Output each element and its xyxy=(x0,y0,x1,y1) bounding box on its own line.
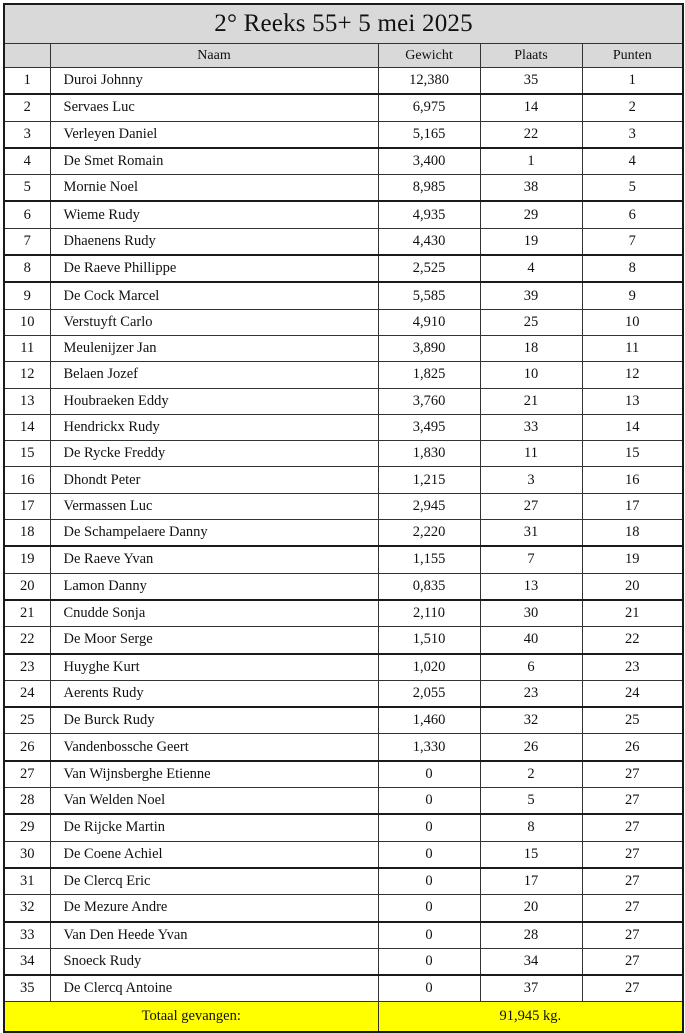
column-header-nr xyxy=(4,44,50,68)
table-row xyxy=(4,948,683,975)
cell-nr: 3 xyxy=(4,121,50,148)
cell-place: 37 xyxy=(480,975,582,1002)
cell-name: Vermassen Luc xyxy=(50,493,378,519)
cell-name: Verstuyft Carlo xyxy=(50,309,378,335)
cell-points: 23 xyxy=(582,654,683,681)
cell-place: 3 xyxy=(480,467,582,493)
cell-points: 27 xyxy=(582,814,683,841)
cell-place: 13 xyxy=(480,573,582,600)
cell-nr: 27 xyxy=(4,761,50,788)
cell-place: 17 xyxy=(480,868,582,895)
cell-points: 27 xyxy=(582,948,683,975)
cell-weight: 1,460 xyxy=(378,707,480,734)
cell-nr: 4 xyxy=(4,148,50,175)
table-row xyxy=(4,600,683,627)
cell-name: De Mezure Andre xyxy=(50,895,378,922)
cell-weight: 1,830 xyxy=(378,441,480,467)
cell-name: Houbraeken Eddy xyxy=(50,388,378,414)
table-row xyxy=(4,895,683,922)
cell-weight: 2,945 xyxy=(378,493,480,519)
cell-name: Dhondt Peter xyxy=(50,467,378,493)
table-row xyxy=(4,841,683,868)
cell-place: 40 xyxy=(480,627,582,654)
table-row xyxy=(4,228,683,255)
cell-points: 27 xyxy=(582,895,683,922)
cell-place: 4 xyxy=(480,255,582,282)
cell-name: De Schampelaere Danny xyxy=(50,520,378,547)
cell-name: Cnudde Sonja xyxy=(50,600,378,627)
cell-nr: 12 xyxy=(4,362,50,388)
cell-weight: 1,215 xyxy=(378,467,480,493)
table-row xyxy=(4,761,683,788)
cell-points: 16 xyxy=(582,467,683,493)
cell-name: Aerents Rudy xyxy=(50,680,378,707)
table-row xyxy=(4,627,683,654)
cell-points: 17 xyxy=(582,493,683,519)
cell-place: 39 xyxy=(480,282,582,309)
cell-name: De Coene Achiel xyxy=(50,841,378,868)
cell-points: 14 xyxy=(582,414,683,440)
cell-place: 27 xyxy=(480,493,582,519)
cell-name: De Raeve Yvan xyxy=(50,546,378,573)
table-row xyxy=(4,175,683,202)
cell-place: 15 xyxy=(480,841,582,868)
table-row xyxy=(4,255,683,282)
cell-points: 6 xyxy=(582,201,683,228)
table-row xyxy=(4,707,683,734)
cell-place: 19 xyxy=(480,228,582,255)
cell-weight: 3,495 xyxy=(378,414,480,440)
cell-nr: 28 xyxy=(4,788,50,815)
column-header-weight: Gewicht xyxy=(378,44,480,68)
cell-points: 20 xyxy=(582,573,683,600)
cell-place: 28 xyxy=(480,922,582,949)
cell-nr: 17 xyxy=(4,493,50,519)
cell-name: Van Wijnsberghe Etienne xyxy=(50,761,378,788)
total-value: 91,945 kg. xyxy=(378,1002,683,1033)
cell-nr: 11 xyxy=(4,335,50,361)
table-row xyxy=(4,94,683,121)
cell-name: Huyghe Kurt xyxy=(50,654,378,681)
table-row xyxy=(4,68,683,95)
cell-name: Mornie Noel xyxy=(50,175,378,202)
cell-weight: 5,165 xyxy=(378,121,480,148)
table-row xyxy=(4,335,683,361)
cell-weight: 0 xyxy=(378,895,480,922)
table-row xyxy=(4,388,683,414)
cell-weight: 0 xyxy=(378,975,480,1002)
cell-name: De Burck Rudy xyxy=(50,707,378,734)
cell-points: 5 xyxy=(582,175,683,202)
table-row xyxy=(4,788,683,815)
cell-points: 13 xyxy=(582,388,683,414)
cell-nr: 15 xyxy=(4,441,50,467)
table-row xyxy=(4,814,683,841)
cell-nr: 33 xyxy=(4,922,50,949)
cell-points: 11 xyxy=(582,335,683,361)
cell-name: Vandenbossche Geert xyxy=(50,734,378,761)
table-row xyxy=(4,573,683,600)
table-row xyxy=(4,201,683,228)
cell-name: De Rijcke Martin xyxy=(50,814,378,841)
cell-nr: 29 xyxy=(4,814,50,841)
table-row xyxy=(4,975,683,1002)
cell-points: 21 xyxy=(582,600,683,627)
cell-weight: 3,890 xyxy=(378,335,480,361)
cell-place: 25 xyxy=(480,309,582,335)
cell-place: 5 xyxy=(480,788,582,815)
cell-points: 12 xyxy=(582,362,683,388)
cell-name: Van Welden Noel xyxy=(50,788,378,815)
cell-points: 24 xyxy=(582,680,683,707)
cell-points: 27 xyxy=(582,761,683,788)
column-header-points: Punten xyxy=(582,44,683,68)
cell-nr: 18 xyxy=(4,520,50,547)
cell-points: 15 xyxy=(582,441,683,467)
cell-weight: 0,835 xyxy=(378,573,480,600)
results-sheet xyxy=(3,3,682,1033)
cell-place: 21 xyxy=(480,388,582,414)
cell-place: 7 xyxy=(480,546,582,573)
cell-weight: 0 xyxy=(378,922,480,949)
cell-nr: 34 xyxy=(4,948,50,975)
cell-nr: 6 xyxy=(4,201,50,228)
cell-points: 9 xyxy=(582,282,683,309)
table-row xyxy=(4,121,683,148)
cell-weight: 8,985 xyxy=(378,175,480,202)
cell-place: 38 xyxy=(480,175,582,202)
cell-nr: 1 xyxy=(4,68,50,95)
column-header-row xyxy=(4,44,683,68)
cell-place: 35 xyxy=(480,68,582,95)
cell-points: 8 xyxy=(582,255,683,282)
cell-place: 6 xyxy=(480,654,582,681)
cell-place: 26 xyxy=(480,734,582,761)
cell-weight: 1,825 xyxy=(378,362,480,388)
cell-place: 32 xyxy=(480,707,582,734)
table-row xyxy=(4,414,683,440)
table-row xyxy=(4,520,683,547)
total-row xyxy=(4,1002,683,1033)
cell-name: De Clercq Eric xyxy=(50,868,378,895)
cell-nr: 5 xyxy=(4,175,50,202)
cell-place: 22 xyxy=(480,121,582,148)
table-row xyxy=(4,441,683,467)
cell-name: Belaen Jozef xyxy=(50,362,378,388)
cell-name: De Cock Marcel xyxy=(50,282,378,309)
table-row xyxy=(4,467,683,493)
cell-name: De Raeve Phillippe xyxy=(50,255,378,282)
results-table xyxy=(3,3,684,1033)
cell-points: 27 xyxy=(582,922,683,949)
cell-nr: 31 xyxy=(4,868,50,895)
cell-points: 18 xyxy=(582,520,683,547)
cell-weight: 2,525 xyxy=(378,255,480,282)
cell-weight: 0 xyxy=(378,841,480,868)
cell-points: 7 xyxy=(582,228,683,255)
cell-weight: 0 xyxy=(378,761,480,788)
cell-name: Wieme Rudy xyxy=(50,201,378,228)
cell-place: 18 xyxy=(480,335,582,361)
cell-nr: 20 xyxy=(4,573,50,600)
cell-nr: 8 xyxy=(4,255,50,282)
cell-name: Duroi Johnny xyxy=(50,68,378,95)
cell-name: De Clercq Antoine xyxy=(50,975,378,1002)
table-row xyxy=(4,493,683,519)
cell-place: 20 xyxy=(480,895,582,922)
table-title: 2° Reeks 55+ 5 mei 2025 xyxy=(4,4,683,44)
cell-nr: 14 xyxy=(4,414,50,440)
cell-weight: 0 xyxy=(378,948,480,975)
cell-points: 3 xyxy=(582,121,683,148)
title-row xyxy=(4,4,683,44)
cell-points: 26 xyxy=(582,734,683,761)
cell-weight: 6,975 xyxy=(378,94,480,121)
cell-nr: 23 xyxy=(4,654,50,681)
cell-points: 27 xyxy=(582,975,683,1002)
cell-weight: 4,910 xyxy=(378,309,480,335)
cell-points: 4 xyxy=(582,148,683,175)
cell-points: 19 xyxy=(582,546,683,573)
cell-weight: 0 xyxy=(378,788,480,815)
cell-name: Servaes Luc xyxy=(50,94,378,121)
cell-nr: 26 xyxy=(4,734,50,761)
cell-name: Lamon Danny xyxy=(50,573,378,600)
total-label: Totaal gevangen: xyxy=(4,1002,378,1033)
cell-weight: 0 xyxy=(378,868,480,895)
cell-place: 8 xyxy=(480,814,582,841)
cell-nr: 10 xyxy=(4,309,50,335)
table-row xyxy=(4,309,683,335)
cell-place: 31 xyxy=(480,520,582,547)
cell-nr: 21 xyxy=(4,600,50,627)
cell-name: Hendrickx Rudy xyxy=(50,414,378,440)
table-row xyxy=(4,868,683,895)
cell-nr: 9 xyxy=(4,282,50,309)
cell-name: Meulenijzer Jan xyxy=(50,335,378,361)
cell-points: 22 xyxy=(582,627,683,654)
cell-weight: 1,020 xyxy=(378,654,480,681)
cell-points: 27 xyxy=(582,868,683,895)
cell-nr: 24 xyxy=(4,680,50,707)
cell-name: Verleyen Daniel xyxy=(50,121,378,148)
cell-name: Van Den Heede Yvan xyxy=(50,922,378,949)
cell-weight: 2,055 xyxy=(378,680,480,707)
cell-weight: 3,760 xyxy=(378,388,480,414)
cell-nr: 35 xyxy=(4,975,50,1002)
cell-name: Dhaenens Rudy xyxy=(50,228,378,255)
cell-points: 1 xyxy=(582,68,683,95)
cell-weight: 1,155 xyxy=(378,546,480,573)
cell-weight: 0 xyxy=(378,814,480,841)
cell-nr: 2 xyxy=(4,94,50,121)
cell-nr: 30 xyxy=(4,841,50,868)
cell-nr: 22 xyxy=(4,627,50,654)
cell-weight: 1,510 xyxy=(378,627,480,654)
table-row xyxy=(4,654,683,681)
cell-name: Snoeck Rudy xyxy=(50,948,378,975)
cell-points: 27 xyxy=(582,841,683,868)
cell-place: 11 xyxy=(480,441,582,467)
table-row xyxy=(4,680,683,707)
cell-place: 10 xyxy=(480,362,582,388)
cell-nr: 13 xyxy=(4,388,50,414)
table-row xyxy=(4,546,683,573)
cell-weight: 12,380 xyxy=(378,68,480,95)
cell-name: De Smet Romain xyxy=(50,148,378,175)
table-row xyxy=(4,922,683,949)
cell-place: 23 xyxy=(480,680,582,707)
column-header-place: Plaats xyxy=(480,44,582,68)
cell-points: 10 xyxy=(582,309,683,335)
table-row xyxy=(4,734,683,761)
cell-nr: 25 xyxy=(4,707,50,734)
cell-weight: 5,585 xyxy=(378,282,480,309)
cell-place: 1 xyxy=(480,148,582,175)
cell-nr: 7 xyxy=(4,228,50,255)
cell-nr: 19 xyxy=(4,546,50,573)
cell-weight: 4,430 xyxy=(378,228,480,255)
cell-points: 27 xyxy=(582,788,683,815)
cell-weight: 2,110 xyxy=(378,600,480,627)
cell-place: 30 xyxy=(480,600,582,627)
cell-nr: 32 xyxy=(4,895,50,922)
cell-weight: 4,935 xyxy=(378,201,480,228)
cell-weight: 3,400 xyxy=(378,148,480,175)
cell-nr: 16 xyxy=(4,467,50,493)
results-body xyxy=(4,68,683,1002)
column-header-name: Naam xyxy=(50,44,378,68)
cell-place: 2 xyxy=(480,761,582,788)
cell-name: De Moor Serge xyxy=(50,627,378,654)
cell-weight: 2,220 xyxy=(378,520,480,547)
cell-place: 34 xyxy=(480,948,582,975)
cell-weight: 1,330 xyxy=(378,734,480,761)
cell-place: 14 xyxy=(480,94,582,121)
cell-place: 33 xyxy=(480,414,582,440)
cell-name: De Rycke Freddy xyxy=(50,441,378,467)
table-row xyxy=(4,362,683,388)
table-row xyxy=(4,282,683,309)
cell-place: 29 xyxy=(480,201,582,228)
cell-points: 2 xyxy=(582,94,683,121)
cell-points: 25 xyxy=(582,707,683,734)
table-row xyxy=(4,148,683,175)
